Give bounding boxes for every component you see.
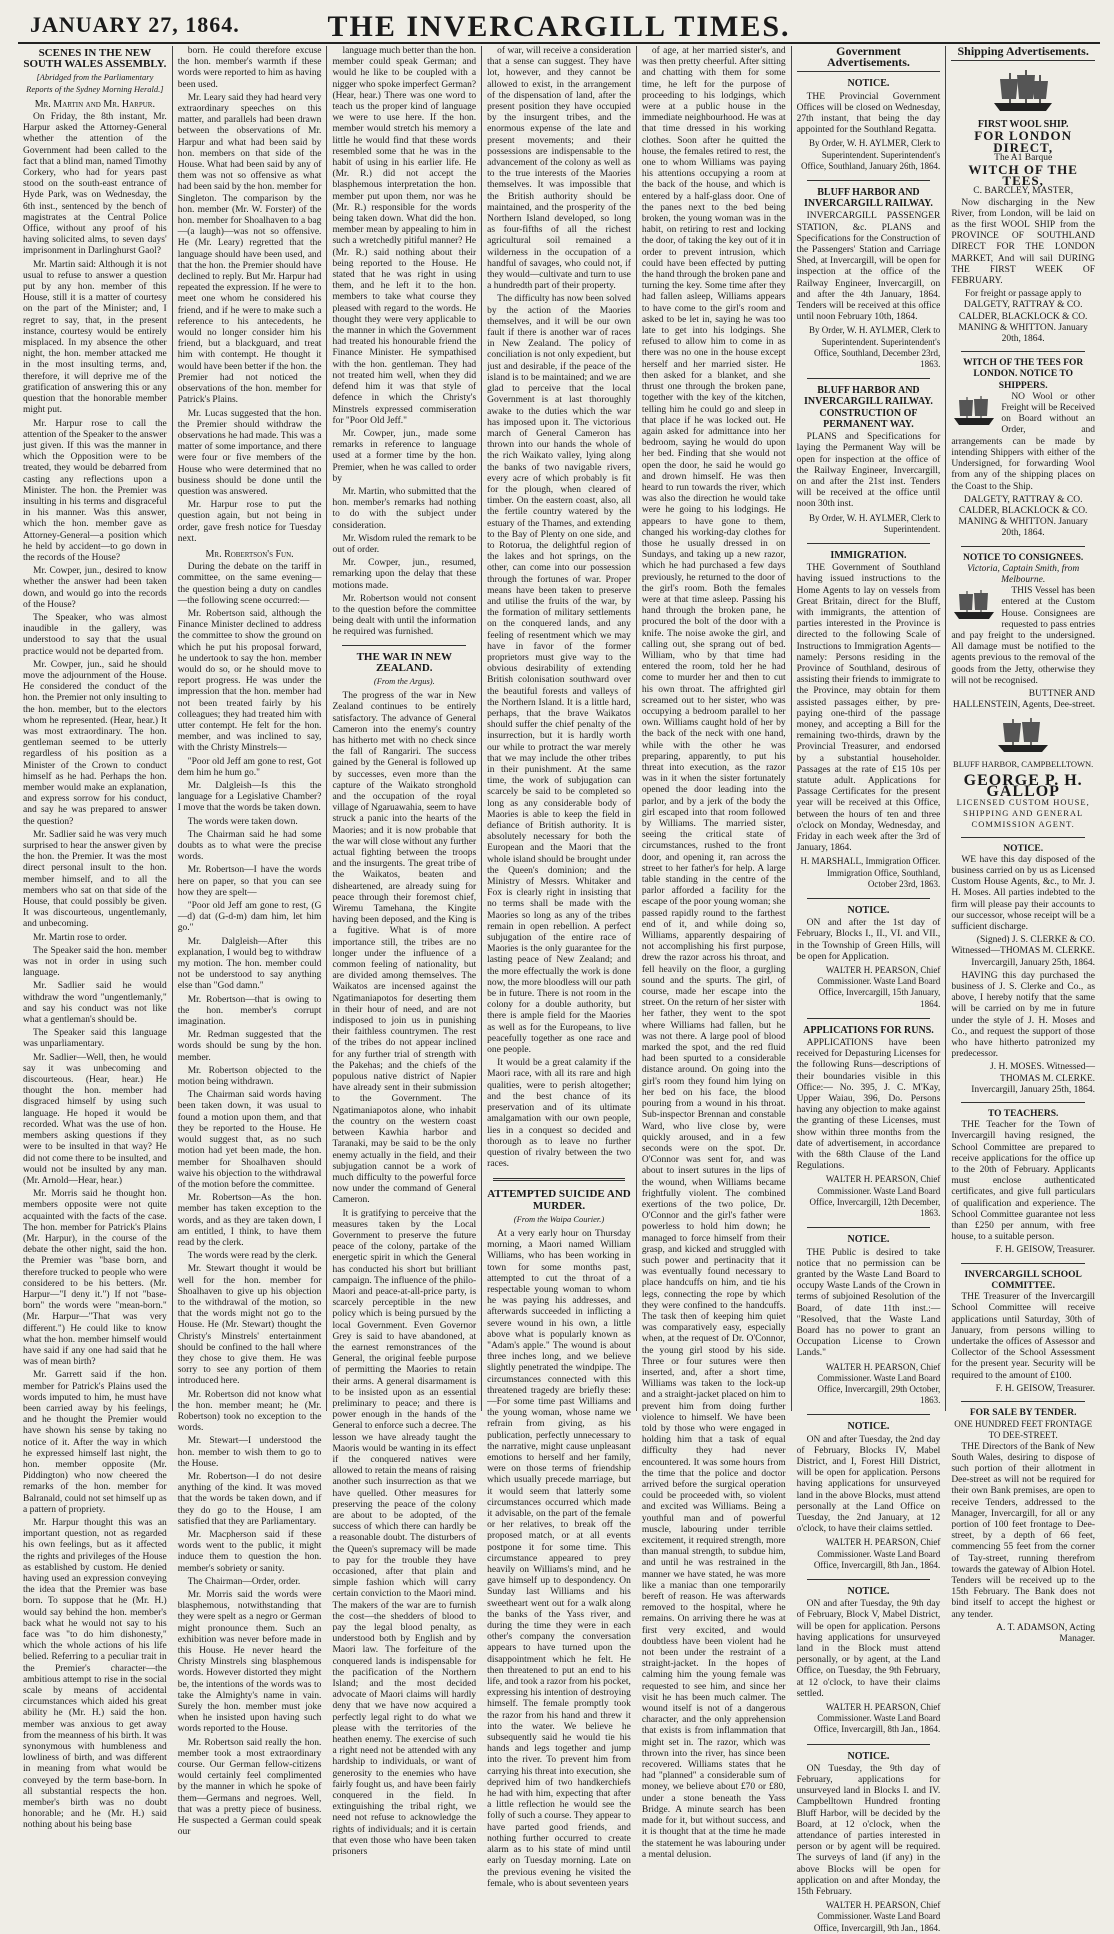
notice-body: ON and after Tuesday, the 2nd day of February, Blocks IV, Mabel District, and I, Forest Hill District, will be open for application. Persons having applications for unsurveyed land in the above Blocks, must attend personally at the Land Office on Tuesday, the 2nd January, at 12 o'clock, to have their claims settled.	[796, 1434, 941, 1535]
paragraph: The Chairman said he had some doubts as to what were the precise words.	[177, 829, 322, 863]
article-source: (From the Waipa Courier.)	[513, 1213, 605, 1224]
divider	[493, 1178, 625, 1181]
government-notice	[797, 78, 941, 172]
paragraph: Mr. Harpur thought this was an important question, not as regarded his own feelings, but as it affected the rights and privileges of the House as established by custom. He denied having used an expression conveying the idea that the Premier was base born. To suppose that he (Mr. H.) would say behind the hon. member's back what he would not say to his face was "to do him dishonesty," which the whole actions of his life belied. Referring to a peculiar trait in the Premier's character—the ambitious attempt to rise in the social scale by means of accidental circumstances which aided his great ability he (Mr. H.) said the hon. member was anxious to get away from the meanness of his birth. It was synonymous with humbleness and lowliness of birth, and was different in meaning from what would be conveyed by the term base-born. In all substantial respects the hon. member's birth was no doubt honorable; and he (Mr. H.) said nothing about his being base	[23, 1518, 167, 1831]
article-body	[487, 1229, 631, 1890]
notice-signature: F. H. GEISOW, Treasurer.	[995, 1245, 1096, 1256]
divider	[807, 378, 931, 379]
paragraph: Mr. Robertson did not know what the hon. member meant; he (Mr. Robertson) took no exception to the words.	[177, 1389, 322, 1434]
divider	[342, 645, 466, 646]
divider	[807, 1227, 931, 1228]
notice-signature: WALTER H. PEARSON, Chief Commissioner. Waste Land Board Office, Invercargill, 12th December, 1863.	[809, 1174, 941, 1219]
article-source: (From the Argus).	[373, 675, 435, 686]
divider	[961, 1102, 1085, 1103]
paragraph: The words were taken down.	[187, 816, 298, 827]
paragraph: The difficulty has now been solved by the action of the Maories themselves, and it will be our own fault if there is another war of races in New Zealand. The policy of conciliation is not only expedient, but just and desirable, if the peace of the island is to be maintained; and we are glad to perceive that the local Government is at last thoroughly awake to the duties which the war has imposed upon it. The victorious march of General Cameron has thrown into our hands the whole of the rich Waikato valley, lying along the banks of two navigable rivers, every acre of which probably is fit for the plough, when cleared of timber. On the eastern coast, also, all the fertile country watered by the estuary of the Thames, and extending to the Bay of Plenty on one side, and to Rotorua, the delightful region of the lakes and hot springs, on the other, can come into our possession through the fortunes of war. Proper means have been taken to preserve and utilise the fruits of the war, by the formation of military settlements on the conquered lands, and any feeling of resentment which we may have in favor of the former proprietors must give way to the obvious desirability of extending British colonisation southward over the beautiful forests and valleys of the Northern Island. It is a little hard, perhaps, that the brave Waikatos should suffer the chief penalty of the insurrection, but it is hardly worth our while to protract the war merely that we may include the other tribes in their punishment. At the same time, the work of subjugation can scarcely be said to be completed so long as any considerable body of Maories is able to keep the field in defiance of British authority. It is absolutely necessary for both the European and the Maori that the whole island should be brought under the Queen's dominion; and the Ministry of Messrs. Whitaker and Fox is clearly right in insisting that no terms shall be made with the Maories so long as any of the tribes remain in open rebellion. A perfect subjugation of the entire race of Maories is the only guarantee for the lasting peace of New Zealand; and the more effectually the work is done now, the more bloodless will our path be in future. There is not room in the colony for a double authority, but there is ample field for the Maories as well as for the Europeans, to live peacefully together as one race and one people.	[487, 294, 631, 1056]
paragraph: Mr. Robertson—As the hon. member has taken exception to the words, and as they are taken down, I am entitled, I think, to have them read by the clerk.	[177, 1193, 322, 1248]
ship-icon	[988, 67, 1058, 115]
notice-body: APPLICATIONS have been received for Depasturing Licenses for the following Runs—descriptions of their boundaries visible in this Office:— No. 395, J. C. M'Kay, Upper Waiau, 396, Do. Persons having any objection to make against the granting of these Licenses, must show within three months from the date of advertisement, in accordance with the 68th Clause of the Land Regulations.	[796, 1038, 941, 1172]
column-1	[18, 46, 173, 1831]
notice-body: THE Directors of the Bank of New South Wales, desiring to dispose of such portion of their allotment in Dee-street as will not be required for their own Bank premises, are open to receive Tenders, addressed to the Manager, Invercargill, for all or any portion of 100 feet frontage to Dee-street, by a depth of 66 feet, commencing 55 feet from the corner of Tay-street, running therefrom towards the gateway of Albion Hotel. Tenders will be received up to the 15th February. The Bank does not bind itself to accept the highest or any tender.	[951, 1441, 1096, 1620]
government-notice	[797, 1234, 941, 1406]
paragraph: Mr. Martin, who submitted that the hon. member's remarks had nothing to do with the subject under consideration.	[332, 486, 477, 531]
notice-signature: WALTER H. PEARSON, Chief Commissioner. Waste Land Board Office, Invercargill, 29th October, 1863.	[817, 1361, 941, 1406]
agents: BUTTNER AND HALLENSTEIN, Agents, Dee-street.	[952, 688, 1096, 711]
paragraph: Mr. Stewart—I understood the hon. member to wish them to go to the House.	[177, 1436, 322, 1469]
paragraph: It is gratifying to perceive that the measures taken by the Local Government to preserve the future peace of the colony, partake of the energetic spirit in which the General has conducted his short but brilliant campaign. The influence of the philo-Maori and peace-at-all-price party, is scarcely perceptible in the new policy which is being pursued by the local Government. Even Governor Grey is said to have abandoned, at the earnest remonstrances of the General, the original feeble purpose of permitting the Maories to retain their arms. A general disarmament is to be insisted upon as an essential preliminary to peace; and there is power enough in the hands of the General to enforce such a decree. The lesson we have already taught the Maoris would be wanting in its effect if the conquered natives were allowed to retain the means of raising another such insurrection as that we have quelled. Other measures for preserving the peace of the colony are about to be adopted, of the success of which there can hardly be a reasonable doubt. The disturbers of the Queen's supremacy will be made to pay for the trouble they have occasioned, after that plain and simple fashion which will carry certain conviction to the Maori mind. The makers of the war are to furnish the cost—the shedders of blood to pay the legal blood penalty, as understood both by English and by Maori law. The forfeiture of the conquered lands is indispensable for the pacification of the Northern Island; and the most decided advocate of Maori claims will hardly deny that we have now acquired a perfectly legal right to do what we please with the territories of the heathen enemy. The exercise of such a right need not be attended with any hardship to individuals, or want of generosity to the enemies who have fairly fought us, and have been fairly conquered in the field. In extinguishing the tribal right, we need not refuse to acknowledge the rights of individuals; and it is certain that even those who have been taken prisoners	[332, 1208, 477, 1858]
notice-body: THE Public is desired to take notice that no permission can be granted by the Waste Land Board to occupy Waste Lands of the Crown in terms of subjoined Resolution of the Board, of date 11th inst.:— "Resolved, that the Waste Land Board has no power to grant an Occupation License to Crown Lands."	[796, 1247, 941, 1359]
paragraph: Mr. Martin said: Although it is not usual to refuse to answer a question put by any hon. member of this House, still it is a matter of courtesy on the part of the Minister; and, I regret to say, that, in the present instance, courtesy would be entirely misplaced. In my absence the other night, the hon. member attacked me in the most insulting terms, and, therefore, it will deprive me of the gratification of answering this or any question that the honorable member might put.	[23, 259, 167, 416]
notice-signature: A. T. ADAMSON, Acting Manager.	[996, 1622, 1096, 1644]
divider	[807, 898, 931, 899]
ship-icon	[993, 715, 1053, 755]
notice-heading: INVERCARGILL SCHOOL COMMITTEE.	[964, 1269, 1082, 1291]
paragraph: Mr. Robertson—that is owing to the hon. member's corrupt imagination.	[177, 994, 322, 1028]
notice-signature: By Order, W. H. AYLMER, Clerk to Superintendent.	[809, 512, 941, 534]
article-title: ATTEMPTED SUICIDE AND MURDER.	[487, 1188, 631, 1212]
vessel-name: WITCH OF THE TEES,	[968, 162, 1078, 189]
notice-heading: NOTICE.	[847, 905, 890, 917]
paragraph: Mr. Martin rose to order.	[33, 932, 127, 943]
article-body	[178, 46, 322, 545]
ship-icon	[951, 394, 997, 428]
divider	[807, 1579, 931, 1580]
agent-name: GEORGE P. H. GALLOP	[963, 771, 1083, 800]
article-source: [Abridged from the Parliamentary Reports of the Sydney Morning Herald.]	[26, 72, 164, 94]
paragraph: Mr. Cowper, jun., resumed, remarking upon the delay that these motions made.	[332, 558, 477, 591]
column-5	[637, 46, 792, 1860]
notice-body: PLANS and Specifications for laying the Permanent Way will be open for inspection at the office of the Railway Engineer, Invercargill, on and after the 21st inst. Tenders will be received at the office until noon 30th inst.	[796, 432, 941, 510]
paragraph: Mr. Morris said the words were blasphemous, notwithstanding that they were spelt as a negro or German might pronounce them. Such an exhibition was never before made in this House. He never heard the Christy Minstrels sing blasphemous words. However distorted they might be, the intentions of the words was to take the Almighty's name in vain. Surely the hon. member must joke when he insisted upon having such words reported to the House.	[177, 1590, 322, 1735]
paragraph: Mr. Redman suggested that the words should be sung by the hon. member.	[177, 1030, 322, 1063]
article-title: SCENES IN THE NEW SOUTH WALES ASSEMBLY.	[23, 47, 167, 71]
government-notice	[797, 550, 941, 890]
notice-body: Now discharging in the New River, from London, will be laid on as the first WOOL SHIP from the PROVINCE OF SOUTHLAND DIRECT FOR THE LONDON MARKET, And will sail DURING THE FIRST WEEK OF FEBRUARY.	[951, 197, 1096, 287]
notice-heading: IMMIGRATION.	[830, 549, 907, 561]
paragraph: Mr. Lucas suggested that the hon. the Premier should withdraw the observations he had made. This was a matter of some importance, and there were four or five members of the House who were determined that no business should be done until the question was answered.	[177, 408, 322, 497]
paragraph: Mr. Sadlier said he was very much surprised to hear the answer given by the hon. the Premier. It was the most direct personal insult to the hon. member himself, and to all the members who sat on that side of the House, that could possibly be given. It was discourteous, ungentlemanly, and unbecoming.	[23, 829, 167, 930]
masthead	[18, 6, 1100, 44]
government-notice	[797, 385, 941, 535]
column-2	[173, 46, 328, 1838]
paragraph: On Friday, the 8th instant, Mr. Harpur asked the Attorney-General whether the attention of the Government had been called to the fact that a blind man, named Timothy Corkery, who had for years past stood on the south-east entrance of Hyde Park, was on Wednesday, the 6th inst., sentenced by the bench of magistrates at the Central Police Office, without any proof of his having solicited alms, to seven days' imprisonment in Darlinghurst Gaol?	[23, 112, 167, 257]
paragraph: Mr. Robertson would not consent to the question before the committee being dealt with until the information he required was furnished.	[332, 593, 477, 638]
notice-heading: NOTICE.	[847, 78, 890, 90]
column-6	[792, 44, 947, 1933]
paragraph: The Chairman said words having been taken down, it was usual to found a motion upon them, and that they be reported to the House. He would suggest that, as no such motion had yet been made, the hon. member for Shoalhaven should waive his objection to the withdrawal of the motion before the committee.	[177, 1090, 322, 1190]
notice-heading: WITCH OF THE TEES FOR LONDON. NOTICE TO SHIPPERS.	[963, 358, 1084, 391]
notice-body: ON and after Tuesday, the 9th day of February, Block V, Mabel District, will be open for application. Persons having applications for unsurveyed land in the Block must attend personally, or by agent, at the Land Office, on Tuesday, the 9th February, at 12 o'clock, to have their claims settled.	[796, 1599, 941, 1699]
paragraph: Mr. Robertson said really the hon. member took a most extraordinary course. Our German fellow-citizens would certainly feel complimented by the manner in which he spoke of them—Germans and negroes. Well, that was a pretty piece of business. He suspected a German could speak our	[177, 1737, 322, 1838]
notice-body: THIS Vessel has been entered at the Custom House. Consignees are requested to pass entries and pay freight to the undersigned. All damage must be notified to the agents previous to the removal of the goods from the Jetty, otherwise they will not be recognised.	[951, 586, 1096, 686]
paragraph: Mr. Robertson objected to the motion being withdrawn.	[177, 1065, 322, 1088]
paragraph: Mr. Cowper, jun., desired to know whether the answer had been taken down, and would go into the records of the House?	[23, 566, 167, 610]
paragraph: "Poor old Jeff am gone to rest, (G—d) dat (G-d-m) dam him, let him go."	[177, 901, 322, 934]
notice-heading: NOTICE.	[847, 1234, 890, 1246]
government-notice	[797, 1421, 941, 1571]
notice-body: INVERCARGILL PASSENGER STATION, &c. PLANS and Specifications for the Construction of the Passengers' Station and Carriage Shed, at Invercargill, will be open for inspection at the office of the Railway Engineer, Invercargill, on and after the 4th January, 1864. Tenders will be received at this office until noon February 10th, 1864.	[796, 211, 941, 323]
notice-body: ON and after the 1st day of February, Blocks I., II., VI. and VII., in the Township of Green Hills, will be open for Application.	[796, 918, 941, 962]
notice-body: NO Wool or other Freight will be Received on Board without an Order, and arrangements can be made by intending Shippers with either of the Undersigned, for forwarding Wool from any of the shipping places on the Coast to the Ship.	[951, 391, 1096, 492]
paragraph: The words were read by the clerk.	[187, 1251, 318, 1262]
paragraph: Mr. Stewart thought it would be well for the hon. member for Shoalhaven to give up his objection to the withdrawal of the motion, so that the words might not go to the House. He (Mr. Stewart) thought the Christy's Minstrels' entertainment should be confined to the hall where they chose to give them. He was sorry to see any portion of them introduced here.	[177, 1264, 322, 1387]
article-title: THE WAR IN NEW ZEALAND.	[356, 650, 453, 674]
agent-title: LICENSED CUSTOM HOUSE, SHIPPING AND GENERAL COMMISSION AGENT.	[956, 796, 1090, 830]
section-heading: Mr. Martin and Mr. Harpur.	[34, 98, 155, 110]
notice-heading: FOR SALE BY TENDER.	[969, 1407, 1077, 1418]
notice-heading: NOTICE.	[1003, 843, 1044, 854]
government-advertisements-heading: Government Advertisements.	[797, 46, 941, 72]
paragraph: born. He could therefore excuse the hon. member's warmth if these words were reported to him as having been used.	[177, 46, 322, 90]
government-notice	[797, 1751, 941, 1934]
notice-heading: BLUFF HARBOR AND INVERCARGILL RAILWAY. CONSTRUCTION OF PERMANENT WAY.	[803, 385, 933, 430]
notice-body: THE Government of Southland having issued instructions to the Home Agents to lay on vessels from Great Britain, direct for the Bluff, with immigrants, the attention of parties interested in the Province is directed to the following Scale of Instructions to Immigration Agents—namely: Persons residing in the Province of Southland, desirous of assisting their friends to immigrate to the Province, may obtain for them assisted passages either, by pre-paying one-third of the passage money, and accepting a Bill for the remaining two-thirds, drawn by the Provincial Treasurer, and endorsed by a substantial householder. Passages at the rate of £15 10s per statute adult. Applications for Passage Certificates for the present year will be received at this Office, between the hours of ten and three o'clock on Monday, Wednesday, and Friday in each week after the 3rd of January, 1864.	[796, 563, 941, 854]
divider	[961, 351, 1085, 352]
divider	[961, 546, 1085, 547]
notice-body: THE Teacher for the Town of Invercargill having resigned, the School Committee are prepared to receive applications for the office up to the 20th of February. Applicants must enclose authenticated certificates, and give full particulars of qualification and experience. The School Committee guarantee not less than £250 per annum, with free house, to a suitable person.	[951, 1120, 1096, 1243]
government-notice	[797, 187, 941, 370]
paragraph: Mr. Garrett said if the hon. member for Patrick's Plains used the words imputed to him, he must have been carried away by his feelings, and he thought the Premier would have shown his sense by taking no notice of it. After the way in which he expressed himself last night, the hon. member opposite (Mr. Piddington) who now cheered the remarks of the hon. member for Balranald, could not set himself up as a pattern of propriety.	[23, 1370, 167, 1515]
notice-heading: NOTICE.	[847, 1585, 890, 1597]
notice-signature: J. H. MOSES. Witnessed—THOMAS M. CLERKE. Invercargill, January 25th, 1864.	[971, 1062, 1096, 1095]
issue-date: JANUARY 27, 1864.	[30, 12, 240, 37]
paragraph: Mr. Leary said they had heard very extraordinary speeches on this matter, and parallels had been drawn between the observations of Mr. Harpur and what had been said by hon. members on that side of the House. What had been said by any of them was not so offensive as what had been said by the hon. member for Singleton. The comparison by the hon. member (Mr. W. Forster) of the hon. member for Shoalhaven to a bag—(a laugh)—was not so offensive. He (Mr. Leary) regretted that the language should have been used, and that the hon. the Premier should have declined to reply. But Mr. Harpur had repeated the expression. If he were to meet one whom he considered his friend, and if he were to make such a reference to his antecedents, he would no longer consider him his friend, but a blackguard, and treat him with contempt. He thought it would have been better if the hon. the Premier had not noticed the observations of the hon. member for Patrick's Plains.	[177, 92, 322, 406]
ship-icon	[951, 588, 997, 622]
notice-signature: (Signed) J. S. CLERKE & CO. Witnessed—THOMAS M. CLERKE. Invercargill, January 25th, 1864.	[951, 935, 1096, 968]
notice-heading: BLUFF HARBOR AND INVERCARGILL RAILWAY.	[803, 187, 933, 210]
article-body	[487, 46, 631, 1170]
notice-heading: APPLICATIONS FOR RUNS.	[803, 1024, 934, 1036]
paragraph: Mr. Wisdom ruled the remark to be out of order.	[332, 533, 477, 555]
paragraph: It would be a great calamity if the Maori race, with all its rare and high qualities, were to perish altogether; and the best chance of its preservation and of its ultimate amalgamation with our own people, lies in a conquest so decided and thorough as to leave no further question of rivalry between the two races.	[487, 1058, 631, 1170]
article-body	[178, 562, 322, 1838]
paragraph: Mr. Macpherson said if these words went to the public, it might induce them to question the hon. member's sobriety or sanity.	[177, 1530, 322, 1574]
divider	[961, 1263, 1085, 1264]
paragraph: Mr. Sadlier said he would withdraw the word "ungentlemanly," and say his conduct was not like what a gentleman's should be.	[23, 981, 167, 1026]
paragraph: The Speaker said this language was unparliamentary.	[23, 1028, 167, 1050]
government-notices	[797, 78, 941, 1933]
agents: For freight or passage apply to DALGETY, RATTRAY & CO. CALDER, BLACKLOCK & CO. MANING & WHITTON. January 20th, 1864.	[958, 289, 1088, 345]
column-7	[946, 44, 1100, 1644]
notice-body: HAVING this day purchased the business of J. S. Clerke and Co., as above, I hereby notify that the same will be carried on by me in future under the style of J. H. Moses and Co., and request the support of those who have hitherto patronized my predecessor.	[951, 970, 1096, 1060]
section-heading: Mr. Robertson's Fun.	[205, 548, 294, 560]
paragraph: Mr. Robertson said, although the Finance Minister declined to address the committee to show the ground on which he put his proposal forward, he undertook to say the hon. member would do so, or he should move to report progress. He was under the impression that the hon. member had not been treated fairly by his colleagues; they had treated him with utter contempt. He felt for the hon. member, and was inclined to say, with the Christy Minstrels—	[177, 608, 322, 754]
notice-heading: TO TEACHERS.	[987, 1109, 1059, 1120]
notice-signature: F. H. GEISOW, Treasurer.	[995, 1383, 1096, 1394]
agent-location: BLUFF HARBOR, CAMPBELLTOWN.	[953, 759, 1094, 770]
paragraph: Mr. Robertson—I have the words here on paper, so that you can see how they are spelt—	[177, 865, 322, 898]
paragraph: of age, at her married sister's, and was then pretty cheerful. After sitting and chatting with them for some time, he left for the purpose of proceeding to his lodgings, which were at a public house in the immediate neighbourhood. He was at that time dressed in his working clothes. Soon after he quitted the house, the females retired to rest, the one to whom Williams was paying his attentions occupying a room at the back of the house, and which is entered by a half-glass door. One of the panes next to the bed being broken, the young woman was in the habit, on retiring to rest and locking the door, of taking the key out of it in order to prevent intrusion, which could have been effected by putting the hand through the broken pane and turning the key. Some time after they had fallen asleep, Williams appears to have come to the girl's room and asked to be let in, saying he was too late to get into his lodgings. She refused to allow him to come in as there was no one in the house except herself and her married sister. He then asked for a blanket, and she thrust one through the broken pane, together with the key of the kitchen, telling him he could go and sleep in that place if he was locked out. He again asked for admittance into her bedroom, saying he would do upon her bed. Finding that she would not open the door, he said he would go and drown himself. He was then heard to run towards the river, which was also the direction he would take were he going to his lodgings. He appears to have gone to them, changed his working-day clothes for those he usually dressed in on Sundays, and taking up a new razor, which he had purchased a few days previously, he returned to the door of the girl's room. Both the females were at that time asleep. Passing his hand through the broken pane, he procured the bolt of the door with a knife. The noise awoke the girl, and calling out, she sprang out of bed. William, who by that time had entered the room, told her he had come to murder her and then to cut his own throat. The affrighted girl screamed out to her sister, who was occupying a bedroom parallel to her own. Williams caught hold of her by the back of the neck with one hand, while with the other he was preparing, apparently, to put his threat into execution, as the razor was in it when the sister fortunately opened the door leading into the parlor, and by a jerk of the body the girl escaped into that room followed by Williams. The married sister, seeing the critical state of circumstances, rushed to the front door, and opening it, ran across the street to her father's for help. A large table standing in the centre of the parlor afforded a facility for the escape of the poor young woman; she passed rapidly round to the farthest end of it, and while doing so, Williams, apparently despairing of not accomplishing his first purpose, drew the razor across his throat, and fell heavily on the floor, a gurgling sound and the spurts. The girl, of course, made her escape into the street. On the return of her sister with her father, they went to the spot where Williams had fallen, but he was not there. A large pool of blood marked the spot, and the red fluid had been spurted to a considerable distance around. On going into the girl's room they found him lying on her bed on his face, the blood pouring from a wound in his throat. Sub-inspector Brennan and constable Ward, who live close by, were quickly aroused, and in a few seconds were on the spot. Dr. O'Connor was sent for, and was about to insert sutures in the lips of the wound, when Williams became frightfully violent. The combined exertions of the two police, Dr. O'Connor and the girl's father were powerless to hold him down; he managed to force himself from their grasp, and kicked and struggled with such power and pertinacity that it was eventually found necessary to place handcuffs on him, and tie his legs, connecting the rope by which they were confined to the handcuffs. The task then of keeping him quiet was comparatively easy, especially when, at the request of Dr. O'Connor, the young girl stood by his side. Three or four sutures were then inserted, and, after a short time, Williams was taken to the lock-up and a straight-jacket placed on him to prevent him from doing further violence to himself. We have been told by those who were engaged in holding him that a task of equal difficulty they had never encountered. It was some hours from the time that the police and doctor arrived before the surgical operation could be proceeded with, so violent and excited was Williams. Being a youthful man and of powerful muscle, labouring under terrible excitement, it required strength, more than manual strength, to subdue him, and until he was restrained in the manner we have stated, he was more like a maniac than one temporarily bereft of reason. He was afterwards removed to the hospital, where he remains. On arriving there he was at first very excited, and would doubtless have been violent had he not been under the restraint of a straight-jacket. In the hopes of calming him the young female was requested to see him, and since her visit he has been much calmer. The wound itself is not of a dangerous character, and the only apprehension that exists is from inflammation that might set in. The razor, which was thrown into the river, has since been recovered. Williams states that he had "planned" a considerable sum of money, we believe about £70 or £80, under a stone beneath the Yass Bridge. A minute search has been made for it, but without success, and it is thought that at the time he made the statement he was labouring under a mental delusion.	[641, 46, 786, 1860]
destination: FOR LONDON DIRECT,	[974, 128, 1073, 155]
notice-heading: FIRST WOOL SHIP.	[977, 119, 1069, 131]
article-body	[332, 46, 476, 639]
divider	[807, 180, 931, 181]
government-notice	[797, 905, 941, 1010]
notice-heading: NOTICE TO CONSIGNEES.	[963, 552, 1084, 563]
columns	[18, 44, 1100, 1933]
article-body	[332, 691, 476, 1858]
newspaper-title: THE INVERCARGILL TIMES.	[327, 10, 791, 43]
paragraph: Mr. Cowper, jun., made some remarks in reference to language used at a former time by the hon. Premier, when he was called to order by	[332, 428, 477, 484]
notice-signature: By Order, W. H. AYLMER, Clerk to Superintendent. Superintendent's Office, Southland, January 26th, 1864.	[801, 138, 941, 171]
divider	[807, 1018, 931, 1019]
paragraph: Mr. Dalgleish—After this explanation, I would beg to withdraw my motion. The hon. member could not be understood to say anything else than "God damn."	[177, 936, 322, 992]
notice-signature: WALTER H. PEARSON, Chief Commissioner. Waste Land Board Office, Invercargill, 9th Jan., 1864.	[813, 1900, 941, 1933]
paragraph: Mr. Harpur rose to call the attention of the Speaker to the answer just given. If this was the manner in which the Opposition were to be treated, they would be debarred from casting any reflections upon a Minister. The hon. the Premier was insulting in his terms and disgraceful in his manner. Was this answer, which the hon. member gave as Attorney-General—a position which he held by accident—to go down in the records of the House?	[23, 418, 167, 563]
government-notice	[797, 1025, 941, 1219]
paragraph: Mr. Harpur rose to put the question again, but not being in order, gave fresh notice for Tuesday next.	[177, 500, 322, 544]
paragraph: Mr. Sadlier—Well, then, he would say it was unbecoming and discourteous. (Hear, hear.) He thought the hon. member had disgraced himself by using such language. He hoped it would be recorded. What was the use of hon. members asking questions if they were to be insulted in that way? He did not come there to be insulted, and would not be insulted by any man. (Mr. Arnold—Hear, hear.)	[23, 1052, 167, 1186]
notice-signature: WALTER H. PEARSON, Chief Commissioner. Waste Land Board Office, Invercargill, 8th Jan., 1864.	[813, 1537, 941, 1570]
divider	[807, 543, 931, 544]
notice-body: WE have this day disposed of the business carried on by us as Licensed Custom House Agents, &c., to Mr. J. H. Moses. All parties indebted to the firm will please pay their accounts to our successor, whose receipt will be a sufficient discharge.	[951, 854, 1096, 932]
government-notice	[797, 1586, 941, 1736]
paragraph: The Speaker said the hon. member was not in order in using such language.	[23, 945, 167, 979]
paragraph: language much better than the hon. member could speak German; and would he like to be coupled with a nigger who spoke imperfect German? (Hear, hear.) There was one word to teach us the proper kind of language we were to use here. If the hon. member would stretch his memory a little he would find that these words resembled some that he was in the habit of using in his earlier life. He (Mr. R.) did not accept the blasphemous interpretation the hon. member put upon them, nor was he (Mr. R.) responsible for the words being taken down. What did the hon. member mean by appealing to him in such a wretchedly pitiful manner? He (Mr. R.) said nothing about their being reported to the House. He stated that he was right in using them, and he left it to the hon. members to take what course they pleased with regard to the words. He thought they were very applicable to the manner in which the Government had treated his honourable friend the Finance Minister. He sympathised with the hon. gentleman. They had not treated him well, when they did defend him it was that style of defence in which the Christy's Minstrels expressed commiseration for "Poor Old Jeff."	[332, 46, 477, 426]
paragraph: Mr. Robertson—I do not desire anything of the kind. It was moved that the words be taken down, and if they do go to the House, I am satisfied that they are Parliamentary.	[177, 1471, 322, 1527]
paragraph: The Speaker, who was almost inaudible in the gallery, was understood to say that the usual practice would not be departed from.	[23, 612, 167, 657]
article-body	[23, 112, 167, 1832]
notice-heading: NOTICE.	[847, 1750, 890, 1762]
divider	[807, 1414, 931, 1415]
paragraph: Mr. Morris said he thought hon. members opposite were not quite acquainted with the facts of the case. The hon. member for Patrick's Plains (Mr. Harpur), in the course of the debate the other night, said the hon. the Premier was "base born, and therefore trucked to people who were considered to be his betters. (Mr. Harpur—"I deny it.") If not "base-born" the words were "mean-born." (Mr. Harpur—"That was very different.") He could like to know what the hon. member himself would have said if any one had said that he was of mean birth?	[23, 1189, 167, 1368]
notice-signature: By Order, W. H. AYLMER, Clerk to Superintendent. Superintendent's Office, Southland, December 23rd, 1863.	[809, 325, 941, 370]
notice-subheading: Victoria, Captain Smith, from Melbourne.	[967, 563, 1080, 585]
paragraph: Mr. Cowper, jun., said he should move the adjournment of the House. He considered the conduct of the hon. the Premier not only insulting to the hon. member, but to the electors whom he represented. (Hear, hear.) It was most extraordinary. The hon. gentleman seemed to be utterly regardless of his position as a Minister of the Crown to conduct himself as he had. Perhaps the hon. member would make an explanation, and express sorrow for his conduct, and say he was prepared to answer the question?	[23, 659, 167, 827]
paragraph: During the debate on the tariff in committee, on the same evening—the question being a duty on candles—the following scene occurred:—	[177, 562, 322, 606]
shipping-advertisements-heading: Shipping Advertisements.	[951, 46, 1095, 61]
notice-body: THE Treasurer of the Invercargill School Committee will receive applications until Saturday, 30th of January, from persons willing to undertake the offices of Assessor and Collector of the School Assessment for the present year. Security will be required to the amount of £100.	[951, 1292, 1096, 1381]
notice-body: THE Provincial Government Offices will be closed on Wednesday, 27th instant, that being the day appointed for the Southland Regatta.	[796, 91, 941, 136]
notice-signature: H. MARSHALL, Immigration Officer. Immigration Office, Southland, October 23rd, 1863.	[800, 856, 941, 889]
agents: DALGETY, RATTRAY & CO. CALDER, BLACKLOCK & CO. MANING & WHITTON. January 20th, 1864.	[958, 494, 1088, 539]
vessel-master: C. BARCLEY, MASTER,	[973, 186, 1074, 197]
paragraph: The Chairman—Order, order.	[187, 1576, 301, 1587]
divider	[961, 1401, 1085, 1402]
vessel-class: The A1 Barque	[994, 152, 1053, 163]
notice-signature: WALTER H. PEARSON, Chief Commissioner. Waste Land Board Office, Invercargill, 15th January, 1864.	[817, 965, 941, 1009]
paragraph: of war, will receive a consideration that a sense can suggest. They have lot, however, and they cannot be allowed to exist, in the arrangement of the dispensation of land, after the present position they have occupied by the insurgent tribes, and the enormous expense of the late and present movements; and their possessions are indispensable to the advancement of the colony as well as to the true interests of the Maories themselves. It was impossible that the British authority should be maintained, and the prosperity of the Northern Island developed, so long as four-fifths of all the richest agricultural soil remained a wilderness in the occupation of a handful of savages, who could not, if they would—cultivate and turn to use a hundredth part of their property.	[487, 46, 631, 292]
divider	[961, 837, 1085, 838]
divider	[807, 1744, 931, 1745]
article-body	[642, 46, 786, 1861]
column-4	[482, 46, 637, 1889]
paragraph: "Poor old Jeff am gone to rest, Got dem him he hum go."	[177, 756, 322, 778]
paragraph: The progress of the war in New Zealand continues to be entirely satisfactory. The advance of General Cameron into the enemy's country has hitherto met with no check since the fall of Rangariri. The success gained by the General is followed up by successes, even more than the capture of the Waikato stronghold and the occupation of the royal village of Ngaruawahia, seem to have struck a panic into the hearts of the Maories; and it is now probable that the war will close without any further actual fighting between the troops and the insurgents. The great tribe of the Waikatos, beaten and disheartened, are already suing for peace through their foremost chief, Wiremu Tamehana, the Kingite having been deposed, and the King is a fugitive. What is of more importance still, the tribes are no longer under the influence of a common feeling of nationality, but are divided among themselves. The Waikatos are incensed against the Ngatimaniapotos for deserting them in their hour of need, and are not indisposed to join us in punishing their faithless countrymen. The rest of the tribes do not appear inclined for any further trial of strength with the Pakehas; and the chiefs of the populous native district of Napier have already sent in their submission to the Government. The Ngatimaniapotos alone, who inhabit the country on the western coast between Kawhia harbor and Taranaki, may be said to be the only enemy actually in the field, and their subjugation cannot be a work of much difficulty to the powerful force now under the command of General Cameron.	[332, 691, 477, 1206]
column-3	[327, 46, 482, 1858]
notice-heading: NOTICE.	[847, 1421, 890, 1433]
paragraph: Mr. Dalgleish—Is this the language for a Legislative Chamber? I move that the words be taken down.	[177, 781, 322, 814]
paragraph: At a very early hour on Thursday morning, a Maori named William Williams, who has been working in town for some months past, attempted to cut the throat of a respectable young woman to whom he was paying his addresses, and afterwards succeeded in inflicting a severe wound in his own, a little above what is popularly known as "Adam's apple." The wound is about three inches long, and we believe slightly penetrated the windpipe. The circumstances connected with this threatened tragedy are briefly these:—For some time past Williams and the young woman, whose name we refrain from giving, as his publication, perfectly unnecessary to the narrative, might cause unpleasant emotions to herself and her family, were on those terms of friendship which usually precede marriage, but it would seem that latterly some circumstances occurred which made it advisable, on the part of the female or her relatives, to break off the proposed match, or at all events postpone it for some time. This circumstance appeared to prey heavily on Williams's mind, and he gave himself up to despondency. On Sunday last Williams and his sweetheart went out for a walk along the banks of the Yass river, and during the time they were in each other's company the conversation appears to have turned upon the disappointment which he felt. He then threatened to put an end to his life, and took a razor from his pocket, expressing his intention of destroying himself. The female promptly took the razor from his hand and threw it into the water. We believe he subsequently said he would tie his hands and legs together and jump into the river. To prevent him from carrying his threat into execution, she deprived him of two handkerchiefs he had with him, expecting that after a little reflection he would see the folly of such a course. They appear to have parted good friends, and nothing further occurred to create alarm as to his state of mind until early on Tuesday morning. Late on the previous evening he visited the female, who is about seventeen years	[487, 1228, 631, 1889]
notice-subheading: ONE HUNDRED FEET FRONTAGE TO DEE-STREET.	[954, 1419, 1093, 1441]
notice-body: ON Tuesday, the 9th day of February, applications for unsurveyed land in Blocks I. and IV. Campbelltown Hundred fronting Bluff Harbor, will be decided by the Board, at 12 o'clock, when the attendance of parties interested in person or by agent will be required. The surveys of land (if any) in the above Blocks will be open for application on and after Monday, the 15th February.	[796, 1763, 941, 1898]
notice-signature: WALTER H. PEARSON, Chief Commissioner. Waste Land Board Office, Invercargill, 8th Jan., 1864.	[813, 1702, 941, 1735]
